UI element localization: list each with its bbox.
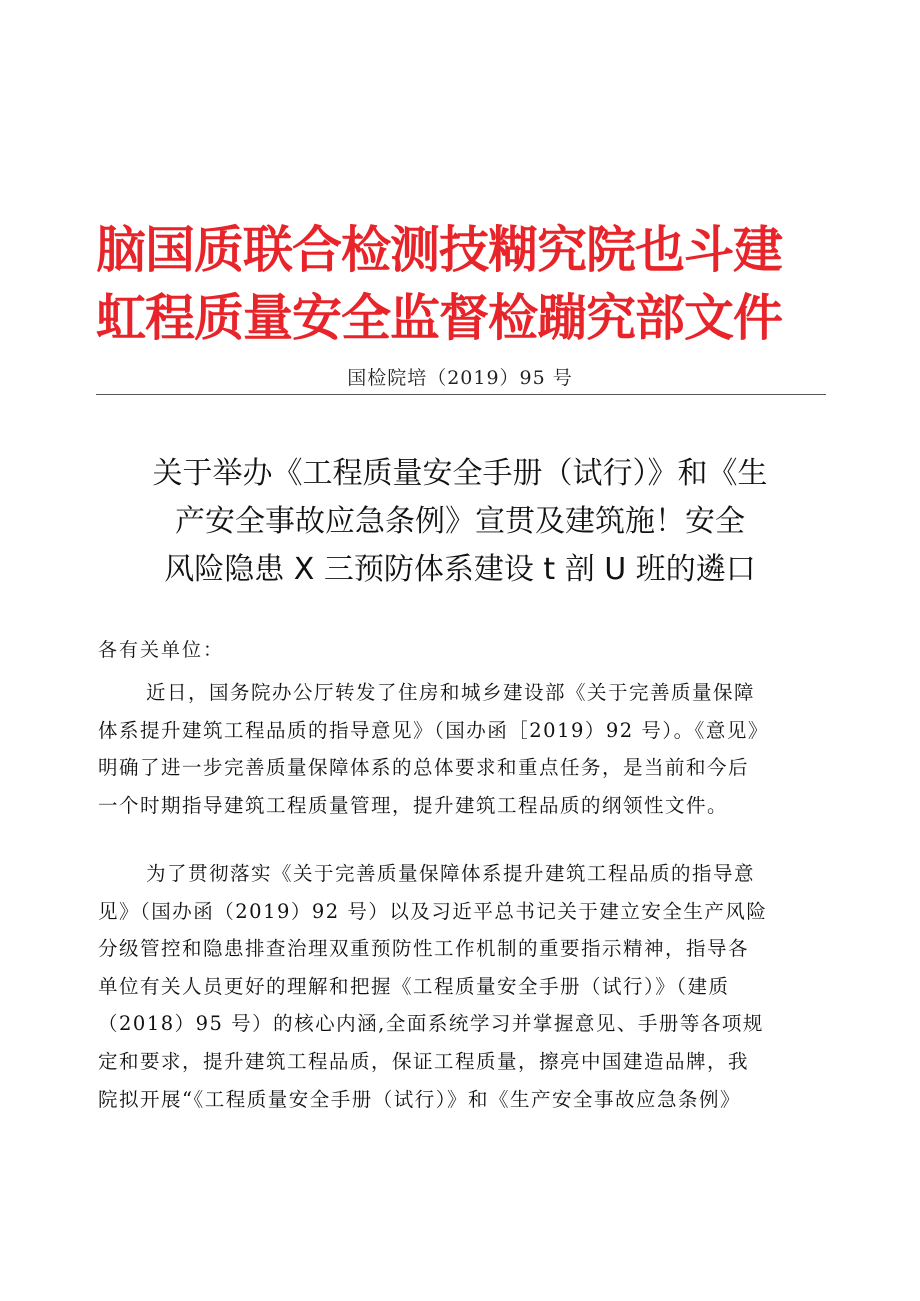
- subject-line-2: 产安全事故应急条例》宣贯及建筑施！安全: [175, 504, 745, 539]
- paragraph-line: 体系提升建筑工程品质的指导意见》（国办函［2019）92 号）。《意见》: [98, 718, 769, 742]
- paragraph-line: 近日，国务院办公厅转发了住房和城乡建设部《关于完善质量保障: [146, 681, 756, 704]
- paragraph-line: 单位有关人员更好的理解和把握《工程质量安全手册（试行）》（建质: [98, 974, 730, 998]
- paragraph-1: [98, 674, 824, 824]
- salutation: 各有关单位：: [98, 639, 225, 661]
- paragraph-line: （2018）95 号）的核心内涵,全面系统学习并掌握意见、手册等各项规: [98, 1012, 764, 1036]
- paragraph-2: [98, 855, 824, 1118]
- paragraph-line: 定和要求，提升建筑工程品质，保证工程质量，擦亮中国建造品牌，我: [98, 1049, 750, 1073]
- paragraph-line: 明确了进一步完善质量保障体系的总体要求和重点任务，是当前和今后: [98, 756, 750, 780]
- paragraph-line: 一个时期指导建筑工程质量管理，提升建筑工程品质的纲领性文件。: [98, 793, 729, 817]
- subject-line-3: 风险隐患 X 三预防体系建设 t 剖 U 班的遴口: [164, 552, 756, 587]
- paragraph-line: 分级管控和隐患排查治理双重预防性工作机制的重要指示精神，指导各: [98, 937, 750, 961]
- paragraph-line: 见》（国办函（2019）92 号）以及习近平总书记关于建立安全生产风险: [98, 899, 768, 923]
- paragraph-line: 为了贯彻落实《关于完善质量保障体系提升建筑工程品质的指导意: [146, 862, 756, 885]
- header-title-line-2: 虹程质量安全监督检蹦究部文件: [96, 289, 782, 347]
- paragraph-line: 院拟开展“《工程质量安全手册（试行）》和《生产安全事故应急条例》: [98, 1087, 741, 1111]
- document-number: 国检院培（2019）95 号: [347, 367, 573, 389]
- header-title-line-1: 脑国质联合检测技糊究院也斗建: [96, 221, 782, 279]
- header-divider: [96, 394, 826, 395]
- subject-line-1: 关于举办《工程质量安全手册（试行）》和《生: [152, 456, 768, 491]
